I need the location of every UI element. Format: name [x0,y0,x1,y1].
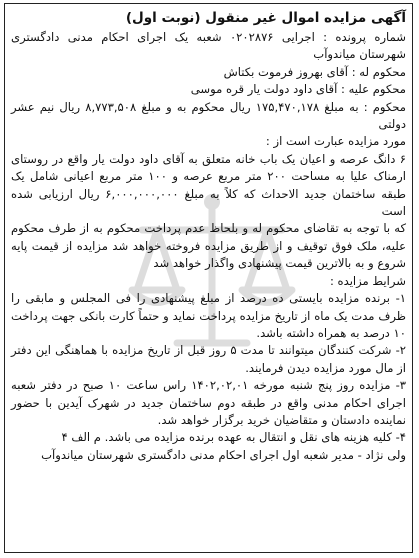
condition-2: ۲- شرکت کنندگان میتوانند تا مدت ۵ روز قبل از تاریخ مزایده با هماهنگی این دفتر از مال مورد مزایده دیدن فرمایند. [11,343,406,375]
condition-1: ۱- برنده مزایده بایستی ده درصد از مبلغ پیشنهادی را فی المجلس و مابقی را ظرف مدت یک ماه از تاریخ مزایده پرداخت نماید و حتماً کارت بانکی جهت پرداخت ۱۰ درصد به همراه داشته باشد. [11,291,406,340]
property-description: ۶ دانگ عرصه و اعیان یک باب خانه متعلق به آقای داود دولت یار واقع در روستای ارمناک علیا به مساحت ۲۰۰ متر مربع عرصه و ۱۰۰ متر مربع اعیانی شامل یک طبقه ساختمان جدید الاحداث که کلاً به مبلغ ۶,۰۰۰,۰۰۰,۰۰۰ ریال ارزیابی شده است [11,151,407,219]
conditions-heading: شرایط مزایده : [329,273,406,288]
case-number-line: شماره پرونده : اجرایی ۰۲۰۲۸۷۶ شعبه یک اجرای احکام مدنی دادگستری شهرستان میاندوآب [11,30,406,62]
subject-heading: مورد مزایده عبارت است از : [265,134,406,149]
condition-4: ۴- کلیه هزینه های نقل و انتقال به عهده برنده مزایده می باشد. م الف ۴ [61,430,406,445]
auction-notice [4,3,413,553]
auction-basis: که با توجه به تقاضای محکوم له و بلحاظ عدم پرداخت محکوم به از طرف محکوم علیه، ملک فوق توقیف و از طریق مزایده فروخته خواهد شد مزایده از قیمت پایه شروع و به بالاترین قیمت پیشنهادی واگذار خواهد شد [11,221,406,271]
signature-line: ولی نژاد - مدیر شعبه اول اجرای احکام مدنی دادگستری شهرستان میاندوآب [41,447,406,462]
condition-3: ۳- مزایده روز پنج شنبه مورخه ۱۴۰۲,۰۲,۰۱ راس ساعت ۱۰ صبح در دفتر شعبه اجرای احکام مدنی واقع در طبقه دوم ساختمان جدید در شهرک آیدین با حضور نماینده دادستان و متقاضیان خرید برگزار خواهد شد. [11,378,407,427]
judgment-amount-line: محکوم : به مبلغ ۱۷۵,۴۷۰,۱۷۸ ریال محکوم به و مبلغ ۸,۷۷۳,۵۰۸ ریال نیم عشر دولتی [11,99,407,132]
creditor-line: محکوم له : آقای بهروز فرموت بکتاش [223,64,406,79]
notice-title: آگهی مزایده اموال غیر منقول (نوبت اول) [125,10,406,26]
debtor-line: محکوم علیه : آقای داود دولت یار قره موسی [190,82,406,97]
